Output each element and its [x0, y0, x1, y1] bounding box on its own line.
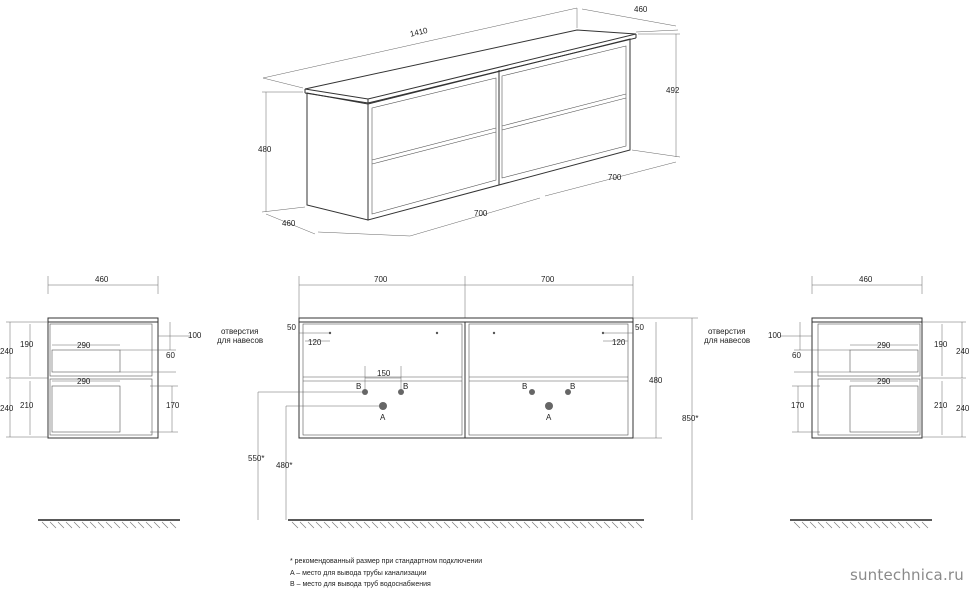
front-w-left-label: 700 — [374, 275, 388, 284]
watermark: suntechnica.ru — [849, 566, 964, 584]
right-floor-hatch — [794, 522, 928, 528]
left-h-top-label: 240 — [0, 347, 14, 356]
label-b-right-2: B — [570, 382, 576, 391]
left-d190-label: 190 — [20, 340, 34, 349]
left-w290-bottom-label: 290 — [77, 377, 91, 386]
front-cabinet-body — [299, 318, 633, 438]
mounting-holes-left-1: отверстия — [221, 327, 259, 336]
front-d50-right-label: 50 — [635, 323, 644, 332]
right-d190-label: 190 — [934, 340, 948, 349]
mounting-holes-right-2: для навесов — [704, 336, 751, 345]
left-d100-label: 100 — [188, 331, 202, 340]
left-h-bottom-label: 240 — [0, 404, 14, 413]
right-side-view — [768, 275, 970, 528]
iso-width-label: 1410 — [409, 25, 429, 39]
right-cabinet-body — [812, 318, 922, 438]
left-side-view — [0, 275, 202, 528]
right-w290-bottom-label: 290 — [877, 377, 891, 386]
label-b-right-1: B — [522, 382, 528, 391]
pipe-b-right-1 — [529, 389, 535, 395]
label-b-left-1: B — [356, 382, 362, 391]
right-d210-label: 210 — [934, 401, 948, 410]
label-b-left-2: B — [403, 382, 409, 391]
isometric-view — [258, 5, 680, 236]
right-h-top-label: 240 — [956, 347, 970, 356]
iso-depth-top-label: 460 — [634, 5, 648, 14]
right-lower-drawer — [818, 379, 920, 435]
left-d170-label: 170 — [166, 401, 180, 410]
left-w290-top-label: 290 — [77, 341, 91, 350]
iso-height-right-label: 492 — [666, 86, 680, 95]
footnote-star: * рекомендованный размер при стандартном подключении — [290, 558, 483, 565]
iso-height-left-label: 480 — [258, 145, 272, 154]
footnote-a: A – место для вывода трубы канализации — [290, 569, 427, 577]
mounting-holes-left-2: для навесов — [217, 336, 264, 345]
iso-depth-left-label: 460 — [282, 219, 296, 228]
front-spacing-label: 150 — [377, 369, 391, 378]
front-floor-hatch — [292, 522, 642, 528]
front-h550-label: 550* — [248, 454, 265, 463]
front-w-right-label: 700 — [541, 275, 555, 284]
front-d120-left-label: 120 — [308, 338, 322, 347]
front-d50-left-label: 50 — [287, 323, 296, 332]
front-h480-label: 480 — [649, 376, 663, 385]
right-h-bottom-label: 240 — [956, 404, 970, 413]
footnote-b: B – место для вывода труб водоснабжения — [290, 581, 431, 588]
right-d60-label: 60 — [792, 351, 801, 360]
left-d60-label: 60 — [166, 351, 175, 360]
iso-bottom-right-label: 700 — [608, 173, 622, 182]
front-h480-star-label: 480* — [276, 461, 293, 470]
left-cabinet-body — [48, 318, 158, 438]
right-w290-top-label: 290 — [877, 341, 891, 350]
left-d210-label: 210 — [20, 401, 34, 410]
iso-bottom-left-label: 700 — [474, 209, 488, 218]
left-width-label: 460 — [95, 275, 109, 284]
front-view — [217, 275, 750, 528]
mounting-holes-right-1: отверстия — [708, 327, 746, 336]
front-h850-label: 850* — [682, 414, 699, 423]
footnotes — [290, 556, 482, 591]
front-d120-right-label: 120 — [612, 338, 626, 347]
left-floor-hatch — [42, 522, 176, 528]
iso-side-panel — [307, 93, 368, 220]
right-d100-label: 100 — [768, 331, 782, 340]
right-d170-label: 170 — [791, 401, 805, 410]
right-width-label: 460 — [859, 275, 873, 284]
label-a-left: A — [380, 413, 386, 422]
label-a-right: A — [546, 413, 552, 422]
pipe-a-right — [545, 402, 553, 410]
iso-top-surface — [305, 30, 636, 99]
left-lower-drawer — [50, 379, 152, 435]
